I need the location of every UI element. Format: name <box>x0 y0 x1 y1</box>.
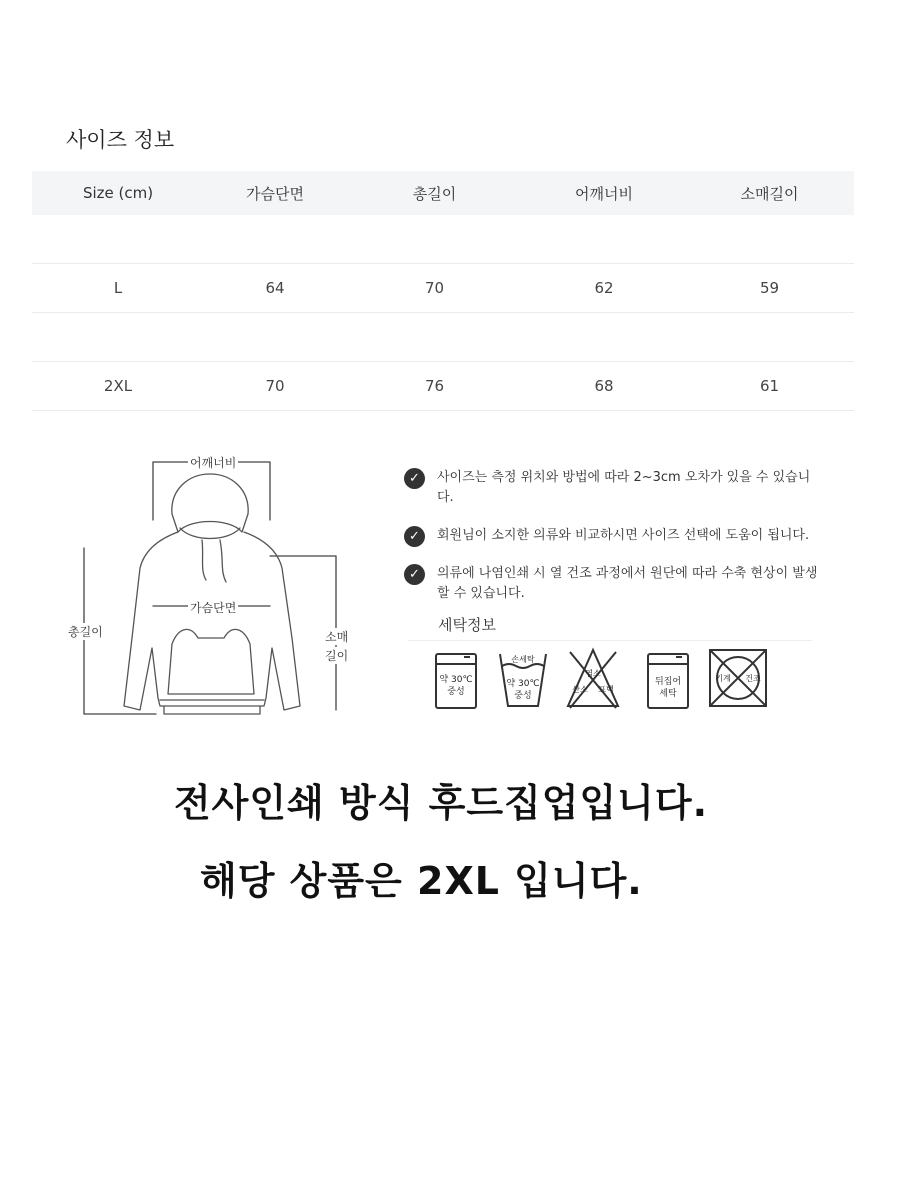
icon4-line1: 뒤집어 <box>654 677 682 687</box>
table-spacer-row <box>32 313 854 362</box>
table-header-row <box>32 171 854 215</box>
header-chest: 가슴단면 <box>204 171 346 215</box>
icon4-line2: 세탁 <box>659 689 677 699</box>
note-item: ✓ 회원님이 소지한 의류와 비교하시면 사이즈 선택에 도움이 됩니다. <box>404 526 824 546</box>
label-sleeve-1: 소매 <box>325 630 349 644</box>
label-shoulder: 어깨너비 <box>190 456 237 470</box>
icon3-top: 염소 <box>585 669 601 678</box>
icon5-right: 건조 <box>745 674 761 683</box>
header-length: 총길이 <box>346 171 523 215</box>
cell-length: 70 <box>346 264 523 313</box>
size-info-title: 사이즈 정보 <box>66 128 175 152</box>
cell-chest: 64 <box>204 264 346 313</box>
note-item: ✓ 의류에 나염인쇄 시 열 건조 과정에서 원단에 따라 수축 현상이 발생 할 수 있습니다. <box>404 564 824 604</box>
check-circle-icon: ✓ <box>404 564 425 585</box>
cell-shoulder: 68 <box>523 362 685 411</box>
header-size: Size (cm) <box>32 171 204 215</box>
icon2-line1: 약 30℃ <box>506 679 540 689</box>
size-notes <box>404 468 824 622</box>
cell-size: L <box>32 264 204 313</box>
washing-icons <box>408 646 812 716</box>
icon5-left: 기계 <box>715 674 731 683</box>
icon3-left: 산소 <box>572 685 588 694</box>
icon1-line1: 약 30℃ <box>439 675 473 685</box>
icon3-right: 표백 <box>598 685 614 694</box>
headline-line2: 해당 상품은 2XL 입니다. <box>200 859 643 903</box>
cell-sleeve: 59 <box>685 264 854 313</box>
hoodie-diagram <box>60 448 360 728</box>
header-shoulder: 어깨너비 <box>523 171 685 215</box>
header-sleeve: 소매길이 <box>685 171 854 215</box>
washing-info-title: 세탁정보 <box>408 613 812 641</box>
table-spacer-row <box>32 215 854 264</box>
label-chest: 가슴단면 <box>190 601 237 615</box>
cell-size: 2XL <box>32 362 204 411</box>
icon1-line2: 중성 <box>447 687 465 697</box>
no-bleach-icon <box>568 650 618 708</box>
table-row <box>32 264 854 313</box>
cell-length: 76 <box>346 362 523 411</box>
check-circle-icon: ✓ <box>404 526 425 547</box>
headline-line1: 전사인쇄 방식 후드집업입니다. <box>173 781 709 825</box>
icon2-line2: 중성 <box>514 691 532 701</box>
label-length: 총길이 <box>68 625 103 639</box>
label-sleeve-2: 길이 <box>325 649 349 663</box>
cell-chest: 70 <box>204 362 346 411</box>
table-row <box>32 362 854 411</box>
cell-sleeve: 61 <box>685 362 854 411</box>
note-item: ✓ 사이즈는 측정 위치와 방법에 따라 2~3cm 오차가 있을 수 있습니다. <box>404 468 824 508</box>
cell-shoulder: 62 <box>523 264 685 313</box>
size-table <box>32 171 854 411</box>
icon2-top: 손세탁 <box>511 655 535 664</box>
hoodie-outline-icon <box>60 448 360 728</box>
check-circle-icon: ✓ <box>404 468 425 489</box>
